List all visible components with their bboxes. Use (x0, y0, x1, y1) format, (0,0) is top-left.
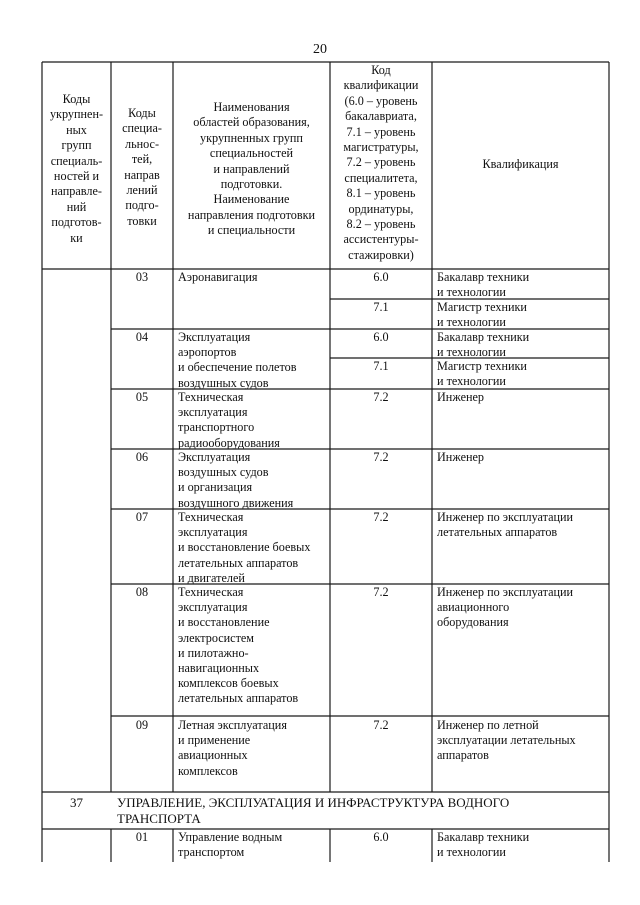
row-09-qual: Инженер по летной эксплуатации летательных аппаратов (437, 718, 576, 763)
row-03-name: Аэронавигация (178, 270, 258, 284)
row-08-qual: Инженер по эксплуатации авиационного оборудования (437, 585, 574, 630)
header-col-group-codes: Коды укрупнен- ных групп специаль- ностей и направле- ний подготов- ки (49, 92, 104, 245)
row-08-qcode: 7.2 (373, 585, 389, 599)
row-01-name: Управление водным транспортом (178, 830, 283, 860)
row-05-qual: Инженер (437, 390, 485, 404)
header-col-qualification-code: Код квалификации (6.0 – уровень бакалавриата, 7.1 – уровень магистратуры, 7.2 – уровень специалитета, 8.1 – уровень ординатуры, 8.2 – уровень ассистентуры- стажировки) (343, 63, 419, 262)
page-number: 20 (313, 42, 327, 57)
row-01-code: 01 (135, 830, 149, 844)
row-07-code: 07 (135, 510, 149, 524)
row-04-name: Эксплуатация аэропортов и обеспечение полетов воздушных судов (178, 330, 297, 390)
row-06-qcode: 7.2 (373, 450, 389, 464)
header-col-qualification: Квалификация (482, 157, 559, 171)
row-04-qual-1: Бакалавр техники и технологии (437, 330, 530, 360)
row-01-qcode: 6.0 (373, 830, 389, 844)
row-06-name: Эксплуатация воздушных судов и организация воздушного движения (178, 450, 294, 510)
header-col-specialty-codes: Коды специа- льнос- тей, направ лений подго- товки (122, 106, 162, 228)
section-code: 37 (70, 795, 83, 810)
row-09-name: Летная эксплуатация и применение авиационных комплексов (178, 718, 287, 778)
row-07-name: Техническая эксплуатация и восстановление боевых летательных аппаратов и двигателей (178, 510, 311, 585)
row-04-qual-2: Магистр техники и технологии (437, 359, 527, 389)
row-06-qual: Инженер (437, 450, 485, 464)
row-04-code: 04 (135, 330, 149, 344)
row-03-qcode-2: 7.1 (373, 300, 389, 314)
row-05-name: Техническая эксплуатация транспортного радиооборудования (178, 390, 280, 450)
row-09-code: 09 (135, 718, 149, 732)
row-03-qual-2: Магистр техники и технологии (437, 300, 527, 330)
row-08-name: Техническая эксплуатация и восстановление электросистем и пилотажно- навигационных комплексов боевых летательных аппаратов (178, 585, 299, 706)
row-07-qcode: 7.2 (373, 510, 389, 524)
row-05-qcode: 7.2 (373, 390, 389, 404)
row-03-code: 03 (135, 270, 149, 284)
row-09-qcode: 7.2 (373, 718, 389, 732)
row-04-qcode-2: 7.1 (373, 359, 389, 373)
row-04-qcode-1: 6.0 (373, 330, 389, 344)
row-07-qual: Инженер по эксплуатации летательных аппаратов (437, 510, 574, 540)
row-06-code: 06 (135, 450, 149, 464)
header-col-names: Наименования областей образования, укрупненных групп специальностей и направлений подготовки. Наименование направления подготовки и специальности (187, 100, 316, 238)
row-08-code: 08 (135, 585, 149, 599)
row-01-qual: Бакалавр техники и технологии (437, 830, 530, 860)
row-03-qual-1: Бакалавр техники и технологии (437, 270, 530, 300)
row-05-code: 05 (135, 390, 149, 404)
section-title: УПРАВЛЕНИЕ, ЭКСПЛУАТАЦИЯ И ИНФРАСТРУКТУРА ВОДНОГО ТРАНСПОРТА (117, 795, 510, 826)
row-03-qcode-1: 6.0 (373, 270, 389, 284)
